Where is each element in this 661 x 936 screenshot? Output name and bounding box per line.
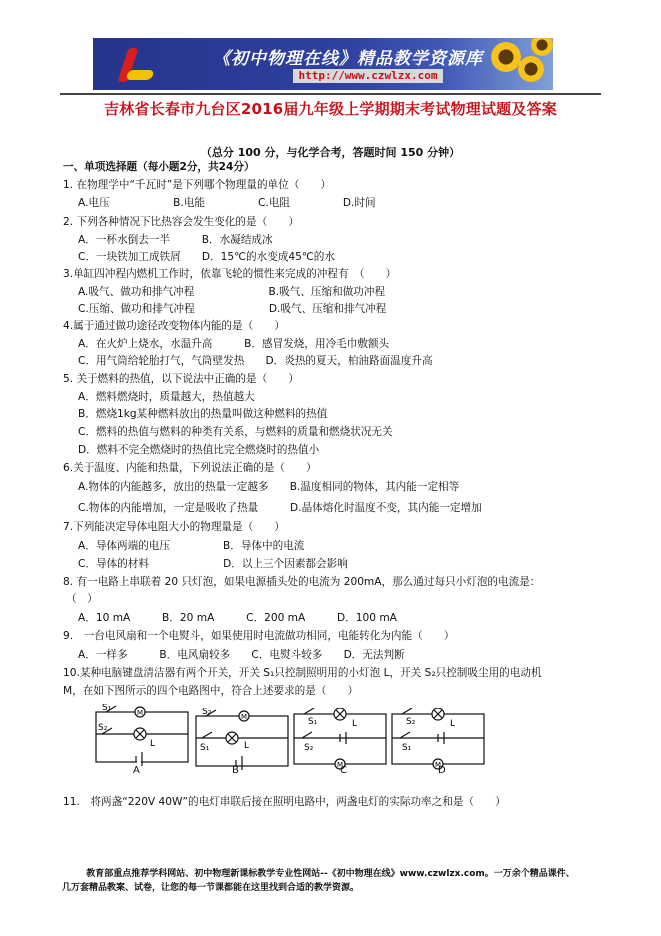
diagram-label: A bbox=[133, 765, 140, 776]
option-line: C.物体的内能增加，一定是吸收了热量 D.晶体熔化时温度不变，其内能一定增加 bbox=[78, 502, 482, 514]
option-line: C．用气筒给轮胎打气，气筒壁发热 D．炎热的夏天，柏油路面温度升高 bbox=[78, 355, 433, 367]
motor-label: M bbox=[137, 709, 144, 717]
option-line: A．燃料燃烧时，质量越大，热值越大 bbox=[78, 391, 255, 403]
option-line: C．导体的材料 D．以上三个因素都会影响 bbox=[78, 558, 348, 570]
diagram-label: B bbox=[232, 765, 239, 776]
document-title: 吉林省长春市九台区2016届九年级上学期期末考试物理试题及答案 bbox=[104, 100, 557, 118]
option-line: A．一样多 B．电风扇较多 C．电熨斗较多 D．无法判断 bbox=[78, 649, 405, 661]
lamp-label: L bbox=[450, 719, 456, 729]
switch-label: S₁ bbox=[402, 743, 412, 753]
question-line: 1. 在物理学中“千瓦时”是下列哪个物理量的单位（ ） bbox=[63, 179, 332, 191]
motor-label: M bbox=[337, 761, 344, 769]
sunflower-icon bbox=[531, 38, 553, 56]
circuit-diagram-a bbox=[92, 704, 192, 774]
option-line: （ ） bbox=[66, 593, 98, 605]
switch-label: S₂ bbox=[202, 708, 212, 717]
header-banner bbox=[93, 38, 553, 90]
switch-label: S₁ bbox=[102, 704, 112, 713]
option-line: A.吸气、做功和排气冲程 B.吸气、压缩和做功冲程 bbox=[78, 286, 386, 298]
switch-label: S₁ bbox=[200, 743, 210, 753]
option-line: A．在火炉上烧水，水温升高 B．感冒发烧，用冷毛巾敷额头 bbox=[78, 338, 390, 350]
question-line: 6.关于温度、内能和热量，下列说法正确的是（ ） bbox=[63, 462, 317, 474]
logo-icon bbox=[117, 44, 157, 86]
question-line: 11. 将两盏“220V 40W”的电灯串联后接在照明电路中，两盏电灯的实际功率之和是（ ） bbox=[63, 796, 506, 808]
option-line: A．一杯水倒去一半 B．水凝结成冰 bbox=[78, 234, 273, 246]
option-line: D．燃料不完全燃烧时的热值比完全燃烧时的热值小 bbox=[78, 444, 320, 456]
footer-line: 几万套精品教案、试卷，让您的每一节课都能在这里找到合适的教学资源。 bbox=[62, 883, 360, 893]
motor-label: M bbox=[435, 761, 442, 769]
option-line: C．燃料的热值与燃料的种类有关系，与燃料的质量和燃烧状况无关 bbox=[78, 426, 393, 438]
question-line: 7.下列能决定导体电阻大小的物理量是（ ） bbox=[63, 521, 285, 533]
question-line: 8. 有一电路上串联着 20 只灯泡，如果电源插头处的电流为 200mA，那么通过每只小灯泡的电流是： bbox=[63, 576, 541, 588]
banner-title: 《初中物理在线》精品教学资源库 bbox=[213, 49, 483, 69]
question-line: 4.属于通过做功途径改变物体内能的是（ ） bbox=[63, 320, 285, 332]
option-line: A．导体两端的电压 B．导体中的电流 bbox=[78, 540, 305, 552]
option-line: B．燃烧1kg某种燃料放出的热量叫做这种燃料的热值 bbox=[78, 408, 328, 420]
switch-label: S₂ bbox=[304, 743, 314, 753]
question-line: M，在如下图所示的四个电路图中，符合上述要求的是（ ） bbox=[63, 685, 359, 697]
exam-subtitle: （总分 100 分，与化学合考，答题时间 150 分钟） bbox=[200, 146, 461, 159]
option-line: C．一块铁加工成铁屑 D．15℃的水变成45℃的水 bbox=[78, 251, 335, 263]
question-line: 10.某种电脑键盘清洁器有两个开关，开关 S₁只控制照明用的小灯泡 L，开关 S₂只控制吸尘用的电动机 bbox=[63, 667, 542, 679]
question-line: 2. 下列各种情况下比热容会发生变化的是（ ） bbox=[63, 216, 299, 228]
footer-line: 教育部重点推荐学科网站、初中物理新课标教学专业性网站--《初中物理在线》www.czwlzx.com。一万余个精品课件、 bbox=[86, 869, 575, 879]
sunflower-icon bbox=[491, 42, 521, 72]
header-rule bbox=[60, 93, 601, 95]
motor-label: M bbox=[241, 713, 248, 721]
circuit-diagram-b bbox=[192, 708, 292, 778]
diagram-label: C bbox=[340, 765, 347, 776]
lamp-label: L bbox=[352, 719, 358, 729]
question-line: 3.单缸四冲程内燃机工作时，依靠飞轮的惯性来完成的冲程有 （ ） bbox=[63, 268, 397, 280]
switch-label: S₁ bbox=[308, 717, 318, 727]
lamp-label: L bbox=[244, 741, 250, 751]
option-line: A.电压 B.电能 C.电阻 D.时间 bbox=[78, 197, 376, 209]
switch-label: S₂ bbox=[98, 723, 108, 733]
banner-url: http://www.czwlzx.com bbox=[293, 69, 443, 83]
diagram-label: D bbox=[438, 765, 446, 776]
option-line: A．10 mA B．20 mA C．200 mA D．100 mA bbox=[78, 612, 397, 624]
option-line: A.物体的内能越多，放出的热量一定越多 B.温度相同的物体，其内能一定相等 bbox=[78, 481, 460, 493]
switch-label: S₂ bbox=[406, 717, 416, 727]
option-line: C.压缩、做功和排气冲程 D.吸气、压缩和排气冲程 bbox=[78, 303, 387, 315]
section-heading: 一、单项选择题（每小题2分，共24分） bbox=[63, 161, 255, 173]
question-line: 9. 一台电风扇和一个电熨斗，如果使用时电流做功相同，电能转化为内能（ ） bbox=[63, 630, 455, 642]
question-line: 5. 关于燃料的热值，以下说法中正确的是（ ） bbox=[63, 373, 299, 385]
sunflower-icon bbox=[518, 56, 544, 82]
lamp-label: L bbox=[150, 739, 156, 749]
